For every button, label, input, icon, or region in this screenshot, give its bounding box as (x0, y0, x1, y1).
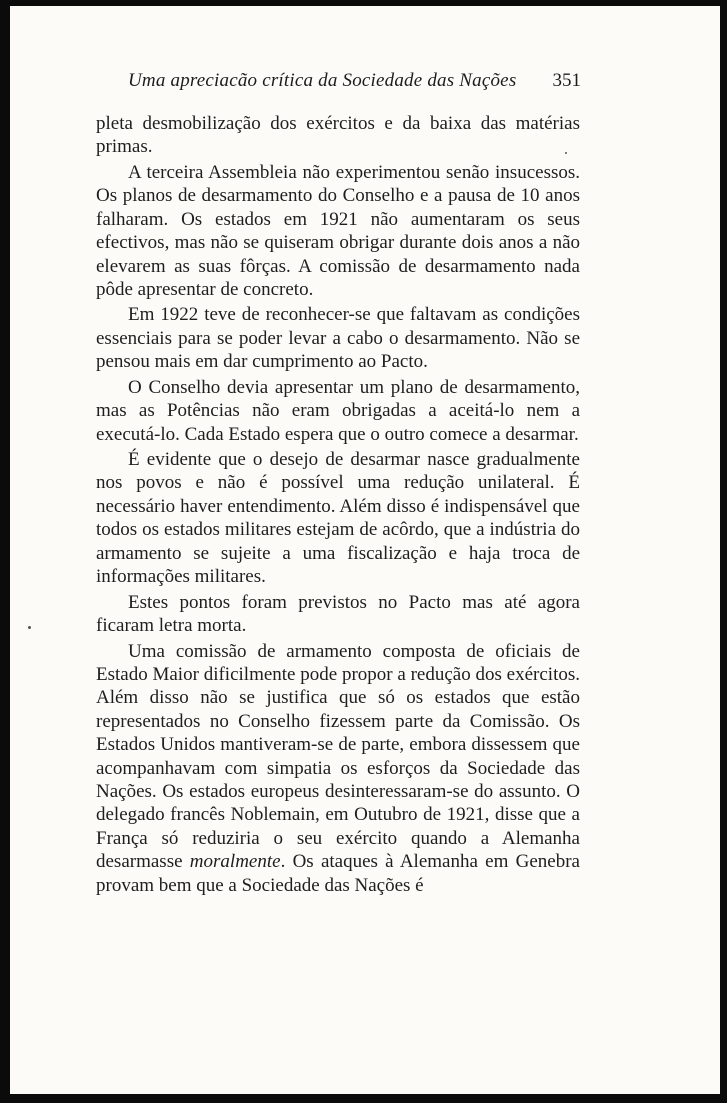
paragraph: Em 1922 teve de reconhecer-se que faltavam as condições essenciais para se poder levar a cabo o desarmamento. Não se pensou mais em dar cumprimento ao Pacto. (96, 304, 580, 373)
print-speck (565, 152, 567, 154)
running-title: Uma apreciacão crítica da Sociedade das Nações (128, 70, 517, 91)
paragraph-continued: pleta desmobilização dos exércitos e da baixa das matérias primas. (96, 113, 580, 158)
print-speck (28, 626, 31, 629)
paragraph: O Conselho devia apresentar um plano de desarmamento, mas as Potências não eram obrigadas a aceitá-lo nem a executá-lo. Cada Estado espera que o outro comece a desarmar. (96, 376, 580, 445)
paragraph-tail: . Os ataques à Alemanha em Genebra provam bem que a Sociedade das Nações é (96, 851, 580, 896)
body-text (96, 112, 580, 899)
running-header (128, 70, 581, 100)
paragraph: A terceira Assembleia não experimentou senão insucessos. Os planos de desarmamento do Conselho e a pausa de 10 anos falharam. Os estados em 1921 não aumentaram os seus efectivos, mas não se quiseram obrigar durante dois anos a não elevarem as suas fôrças. A comissão de desarmamento nada pôde apresentar de concreto. (96, 161, 580, 300)
paragraph-last (96, 640, 580, 897)
paragraph-text: Uma comissão de armamento composta de oficiais de Estado Maior dificilmente pode propor a redução dos exércitos. Além disso não se justifica que só os estados que estão representados no Conselho fizessem parte da Comissão. Os Estados Unidos mantiveram-se de parte, embora dissessem que acompanhavam com simpatia os esforços da Sociedade das Nações. Os estados europeus desinteressaram-se do assunto. O delegado francês Noblemain, em Outubro de 1921, disse que a França só reduziria o seu exército quando a Alemanha desarmasse (96, 640, 580, 873)
emphasis-word: moralmente (189, 851, 281, 873)
paragraph: É evidente que o desejo de desarmar nasce gradualmente nos povos e não é possível uma redução unilateral. É necessário haver entendimento. Além disso é indispensável que todos os estados militares estejam de acôrdo, que a indústria do armamento se sujeite a uma fiscalização e haja troca de informações militares. (96, 449, 580, 588)
page-number: 351 (552, 70, 581, 91)
paragraph: Estes pontos foram previstos no Pacto mas até agora ficaram letra morta. (96, 591, 580, 636)
